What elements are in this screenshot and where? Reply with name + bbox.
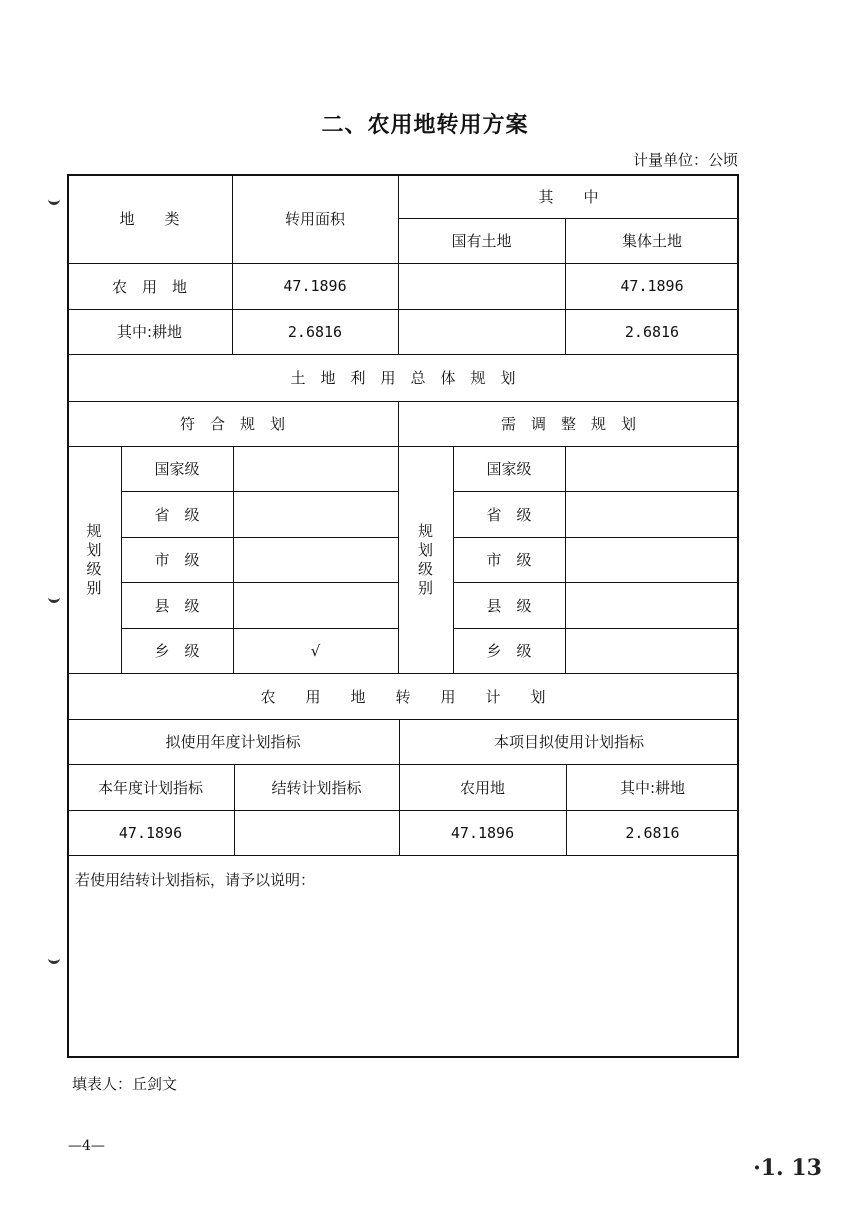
quota-title: 拟使用年度计划指标: [165, 733, 301, 751]
page-number: —4—: [68, 1138, 105, 1154]
binding-hole-mark: [48, 594, 60, 603]
explanation-note: 若使用结转计划指标，请予以说明：: [75, 871, 316, 889]
planning-section-title: 土 地 利 用 总 体 规 划: [290, 369, 516, 387]
compliant-level-township: 乡 级: [154, 642, 200, 660]
header-converted-area: 转用面积: [284, 210, 345, 228]
project-cultivated-header: 其中:耕地: [619, 778, 686, 797]
cultivated-label: 其中:耕地: [116, 323, 183, 341]
compliant-value-national: [233, 446, 398, 491]
compliant-level-caption: 规 划 级 别: [86, 521, 102, 597]
compliant-value-province: [233, 491, 398, 537]
adjust-level-caption: 规 划 级 别: [417, 521, 433, 597]
compliant-title: 符 合 规 划: [179, 415, 285, 433]
compliant-level-county: 县 级: [154, 596, 200, 615]
adjust-value-township: [565, 628, 739, 673]
farmland-state: [398, 263, 565, 309]
farmland-area: 47.1896: [283, 277, 347, 295]
header-land-type: 地 类: [119, 210, 180, 228]
compliant-level-province: 省 级: [154, 505, 200, 524]
carryover-quota-value: [234, 810, 399, 855]
farmland-collective: 47.1896: [620, 277, 684, 295]
compliant-value-county: [233, 582, 398, 628]
unit-label: 计量单位：公顷: [632, 151, 738, 169]
carryover-quota-header: 结转计划指标: [271, 778, 362, 797]
header-collective: 集体土地: [621, 232, 682, 250]
adjust-title: 需 调 整 规 划: [500, 415, 636, 433]
project-farmland-value: 47.1896: [450, 823, 515, 842]
adjust-level-township: 乡 级: [486, 642, 532, 660]
adjust-value-city: [565, 537, 739, 582]
header-of-which: 其 中: [538, 187, 599, 206]
binding-hole-mark: [48, 196, 60, 205]
adjust-value-county: [565, 582, 739, 628]
conversion-plan-title: 农 用 地 转 用 计 划: [260, 687, 546, 706]
cultivated-state: [398, 309, 565, 354]
project-quota-title: 本项目拟使用计划指标: [493, 733, 644, 751]
annual-quota-value: 47.1896: [118, 823, 183, 842]
annual-quota-header: 本年度计划指标: [97, 778, 203, 797]
filler-name: 填表人：丘剑文: [72, 1075, 178, 1093]
header-state-owned: 国有土地: [451, 232, 512, 250]
compliant-value-city: [233, 537, 398, 582]
compliant-level-city: 市 级: [154, 551, 200, 569]
adjust-level-county: 县 级: [486, 596, 532, 615]
document-title: 二、农用地转用方案: [321, 113, 529, 138]
compliant-level-national: 国家级: [154, 460, 200, 478]
farmland-label: 农 用 地: [111, 277, 187, 296]
adjust-level-province: 省 级: [486, 505, 532, 524]
adjust-value-province: [565, 491, 739, 537]
adjust-value-national: [565, 446, 739, 491]
adjust-level-national: 国家级: [486, 460, 532, 478]
compliant-value-township-checkmark: √: [310, 641, 321, 660]
rule: [67, 855, 739, 856]
adjust-level-city: 市 级: [486, 551, 532, 569]
binding-hole-mark: [48, 955, 60, 964]
cultivated-collective: 2.6816: [624, 322, 680, 341]
project-farmland-header: 农用地: [459, 778, 505, 797]
handwritten-mark: ·1. 13: [753, 1155, 822, 1181]
project-cultivated-value: 2.6816: [625, 823, 680, 842]
cultivated-area: 2.6816: [287, 322, 343, 341]
